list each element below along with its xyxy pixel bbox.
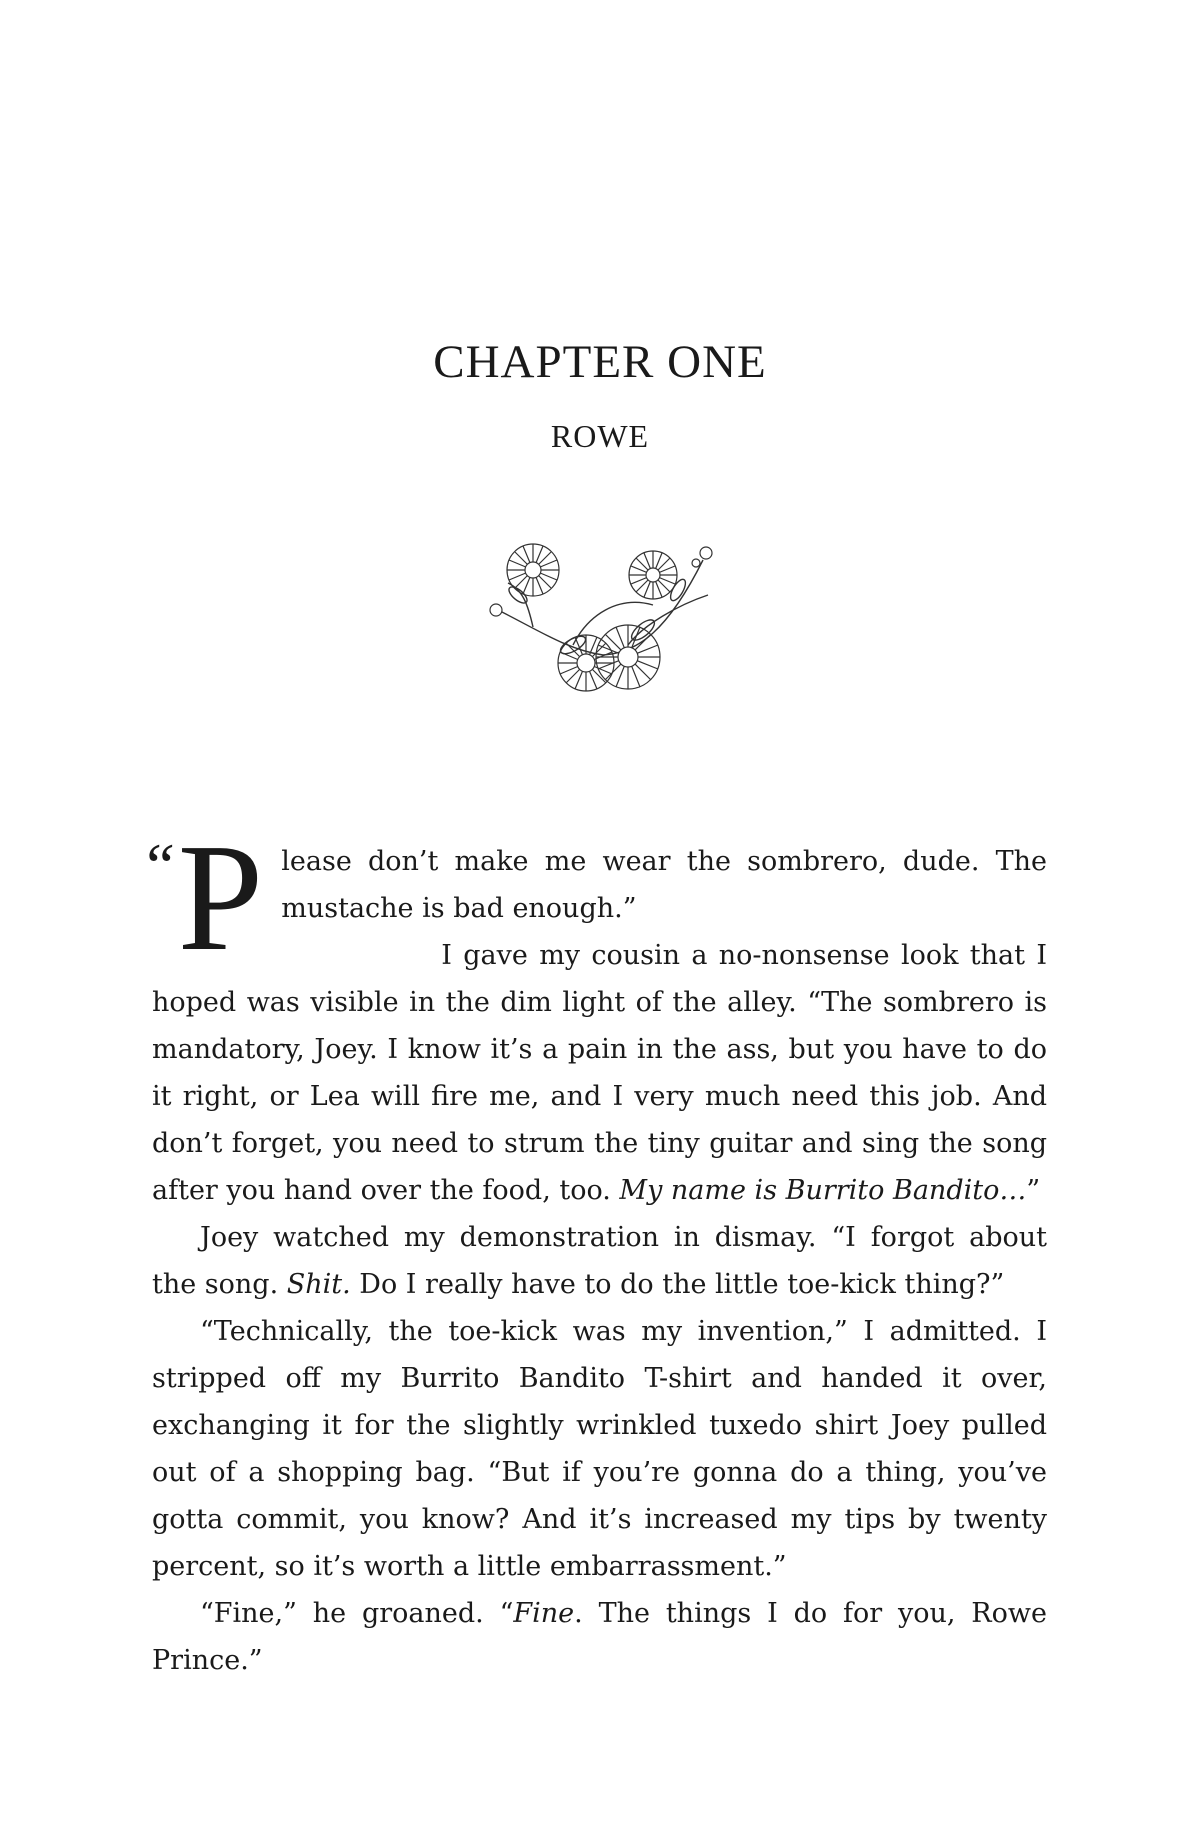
drop-cap-open-quote: “ xyxy=(140,830,176,901)
paragraph-1-text: lease don’t make me wear the sombrero, dude. The mustache is bad enough.” xyxy=(281,846,1047,924)
paragraph-3 xyxy=(152,1214,1047,1308)
daisy-flowers-ornament-icon xyxy=(478,535,728,710)
paragraph-1 xyxy=(140,813,1047,983)
drop-cap: P xyxy=(177,813,264,983)
paragraph-3-italic: Shit. xyxy=(286,1269,351,1300)
paragraph-5-text-a: “Fine,” he groaned. “ xyxy=(200,1598,514,1629)
paragraph-5-italic: Fine xyxy=(513,1598,575,1629)
paragraph-2-text-a: I gave my cousin a no-nonsense look that I hoped was visible in the dim light of the alley. “The sombrero is mandatory, Joey. I know it’s a pain in the ass, but you have to do it right, or Lea will fire me, and I very much need this job. And don’t forget, you need to strum the tiny guitar and sing the song after you hand over the food, too. xyxy=(152,940,1047,1206)
paragraph-4: “Technically, the toe-kick was my invention,” I admitted. I stripped off my Burrito Bandito T-shirt and handed it over, exchanging it for the slightly wrinkled tuxedo shirt Joey pulled out of a shopping bag. “But if you’re gonna do a thing, you’ve gotta commit, you know? And it’s increased my tips by twenty percent, so it’s worth a little embarrassment.” xyxy=(152,1316,1047,1582)
chapter-title: CHAPTER ONE xyxy=(433,336,767,388)
paragraph-2-text-b: ” xyxy=(1026,1175,1041,1206)
chapter-subtitle: ROWE xyxy=(550,418,650,454)
paragraph-2 xyxy=(152,932,1047,1214)
chapter-body xyxy=(140,813,1047,1684)
paragraph-3-text-a: Joey watched my demonstration in dismay. “I forgot about the song. xyxy=(152,1222,1047,1300)
paragraph-5-text-b: . The things I do for you, Rowe Prince.” xyxy=(152,1598,1047,1676)
paragraph-5 xyxy=(152,1590,1047,1684)
paragraph-2-italic: My name is Burrito Bandito… xyxy=(619,1175,1027,1206)
paragraph-3-text-b: Do I really have to do the little toe-kick thing?” xyxy=(350,1269,1005,1300)
